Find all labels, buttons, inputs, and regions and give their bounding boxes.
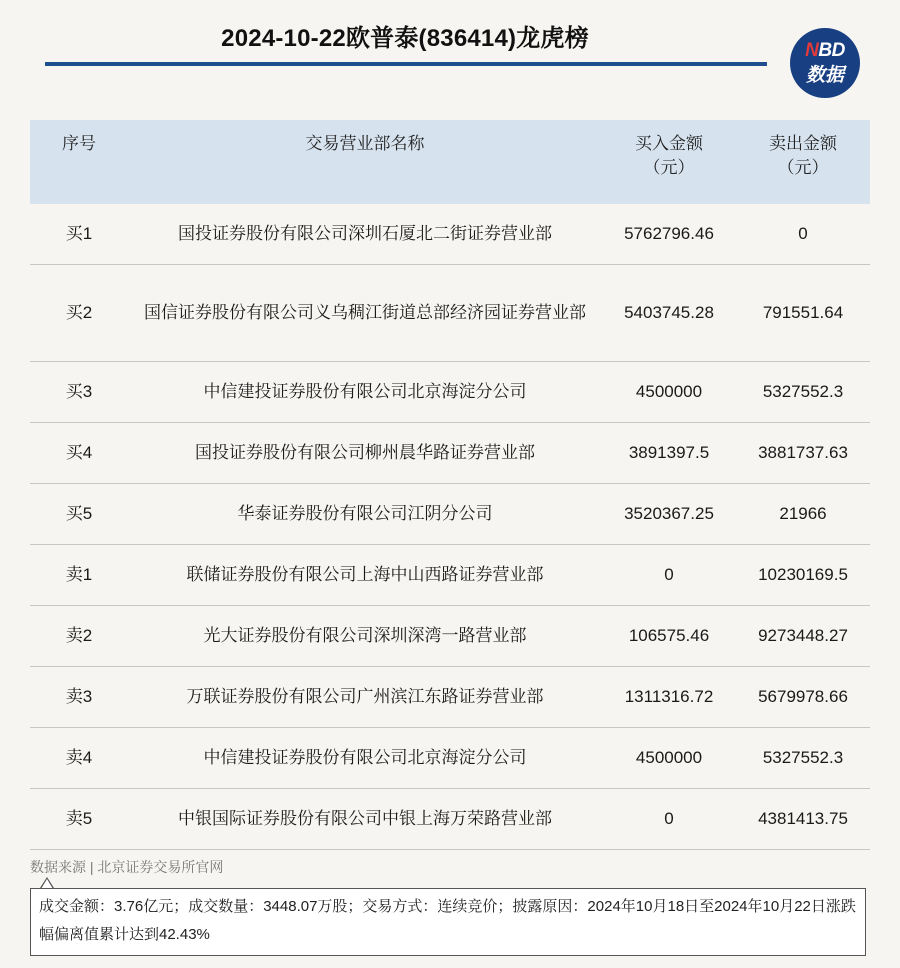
table-row [30,204,870,265]
buy-amount: 106575.46 [602,606,736,667]
logo-text-data: 数据 [805,65,844,86]
nbd-data-logo [790,28,860,98]
page-header [0,0,900,110]
branch-name: 中银国际证券股份有限公司中银上海万荣路营业部 [128,789,602,850]
buy-amount-title: 买入金额 [635,134,703,153]
branch-name: 国投证券股份有限公司柳州晨华路证券营业部 [128,423,602,484]
row-index: 买2 [30,265,128,362]
branch-name: 华泰证券股份有限公司江阴分公司 [128,484,602,545]
sell-amount: 10230169.5 [736,545,870,606]
logo-letters-bd: BD [818,40,845,61]
sell-amount: 5327552.3 [736,362,870,423]
column-header-branch-name: 交易营业部名称 [128,120,602,204]
table-row [30,606,870,667]
sell-amount: 3881737.63 [736,423,870,484]
column-header-index: 序号 [30,120,128,204]
table-row [30,728,870,789]
sell-amount-unit: （元） [777,158,829,177]
row-index: 卖4 [30,728,128,789]
sell-amount: 21966 [736,484,870,545]
buy-amount: 5403745.28 [602,265,736,362]
branch-name: 联储证券股份有限公司上海中山西路证券营业部 [128,545,602,606]
buy-amount: 4500000 [602,362,736,423]
branch-name: 国投证券股份有限公司深圳石厦北二街证券营业部 [128,204,602,265]
sell-amount: 5679978.66 [736,667,870,728]
data-source-label: 数据来源 | 北京证券交易所官网 [30,859,224,875]
buy-amount: 3891397.5 [602,423,736,484]
row-index: 买5 [30,484,128,545]
table-row [30,789,870,850]
row-index: 买4 [30,423,128,484]
row-index: 卖5 [30,789,128,850]
row-index: 卖1 [30,545,128,606]
trade-summary-note: 成交金额：3.76亿元；成交数量：3448.07万股；交易方式：连续竞价；披露原因：2024年10月18日至2024年10月22日涨跌幅偏离值累计达到42.43% [30,888,866,956]
table-body [30,204,870,850]
sell-amount: 4381413.75 [736,789,870,850]
row-index: 卖2 [30,606,128,667]
branch-name: 中信建投证券股份有限公司北京海淀分公司 [128,728,602,789]
dragon-tiger-table [30,120,870,850]
table-row [30,545,870,606]
sell-amount: 791551.64 [736,265,870,362]
table-row [30,362,870,423]
logo-text-nbd [790,40,860,62]
column-header-sell-amount [736,120,870,204]
buy-amount: 4500000 [602,728,736,789]
buy-amount: 0 [602,789,736,850]
buy-amount-unit: （元） [643,158,695,177]
table-row [30,484,870,545]
sell-amount: 5327552.3 [736,728,870,789]
row-index: 买3 [30,362,128,423]
branch-name: 光大证券股份有限公司深圳深湾一路营业部 [128,606,602,667]
title-underline [45,62,767,66]
column-header-buy-amount [602,120,736,204]
buy-amount: 3520367.25 [602,484,736,545]
table-row [30,667,870,728]
buy-amount: 5762796.46 [602,204,736,265]
row-index: 买1 [30,204,128,265]
buy-amount: 1311316.72 [602,667,736,728]
buy-amount: 0 [602,545,736,606]
logo-letter-n: N [805,40,819,61]
table-row [30,265,870,362]
branch-name: 万联证券股份有限公司广州滨江东路证券营业部 [128,667,602,728]
sell-amount: 9273448.27 [736,606,870,667]
branch-name: 中信建投证券股份有限公司北京海淀分公司 [128,362,602,423]
row-index: 卖3 [30,667,128,728]
table-row [30,423,870,484]
page-title: 2024-10-22欧普泰(836414)龙虎榜 [221,25,589,52]
table-header [30,120,870,204]
sell-amount-title: 卖出金额 [769,134,837,153]
sell-amount: 0 [736,204,870,265]
branch-name: 国信证券股份有限公司义乌稠江街道总部经济园证券营业部 [128,265,602,362]
